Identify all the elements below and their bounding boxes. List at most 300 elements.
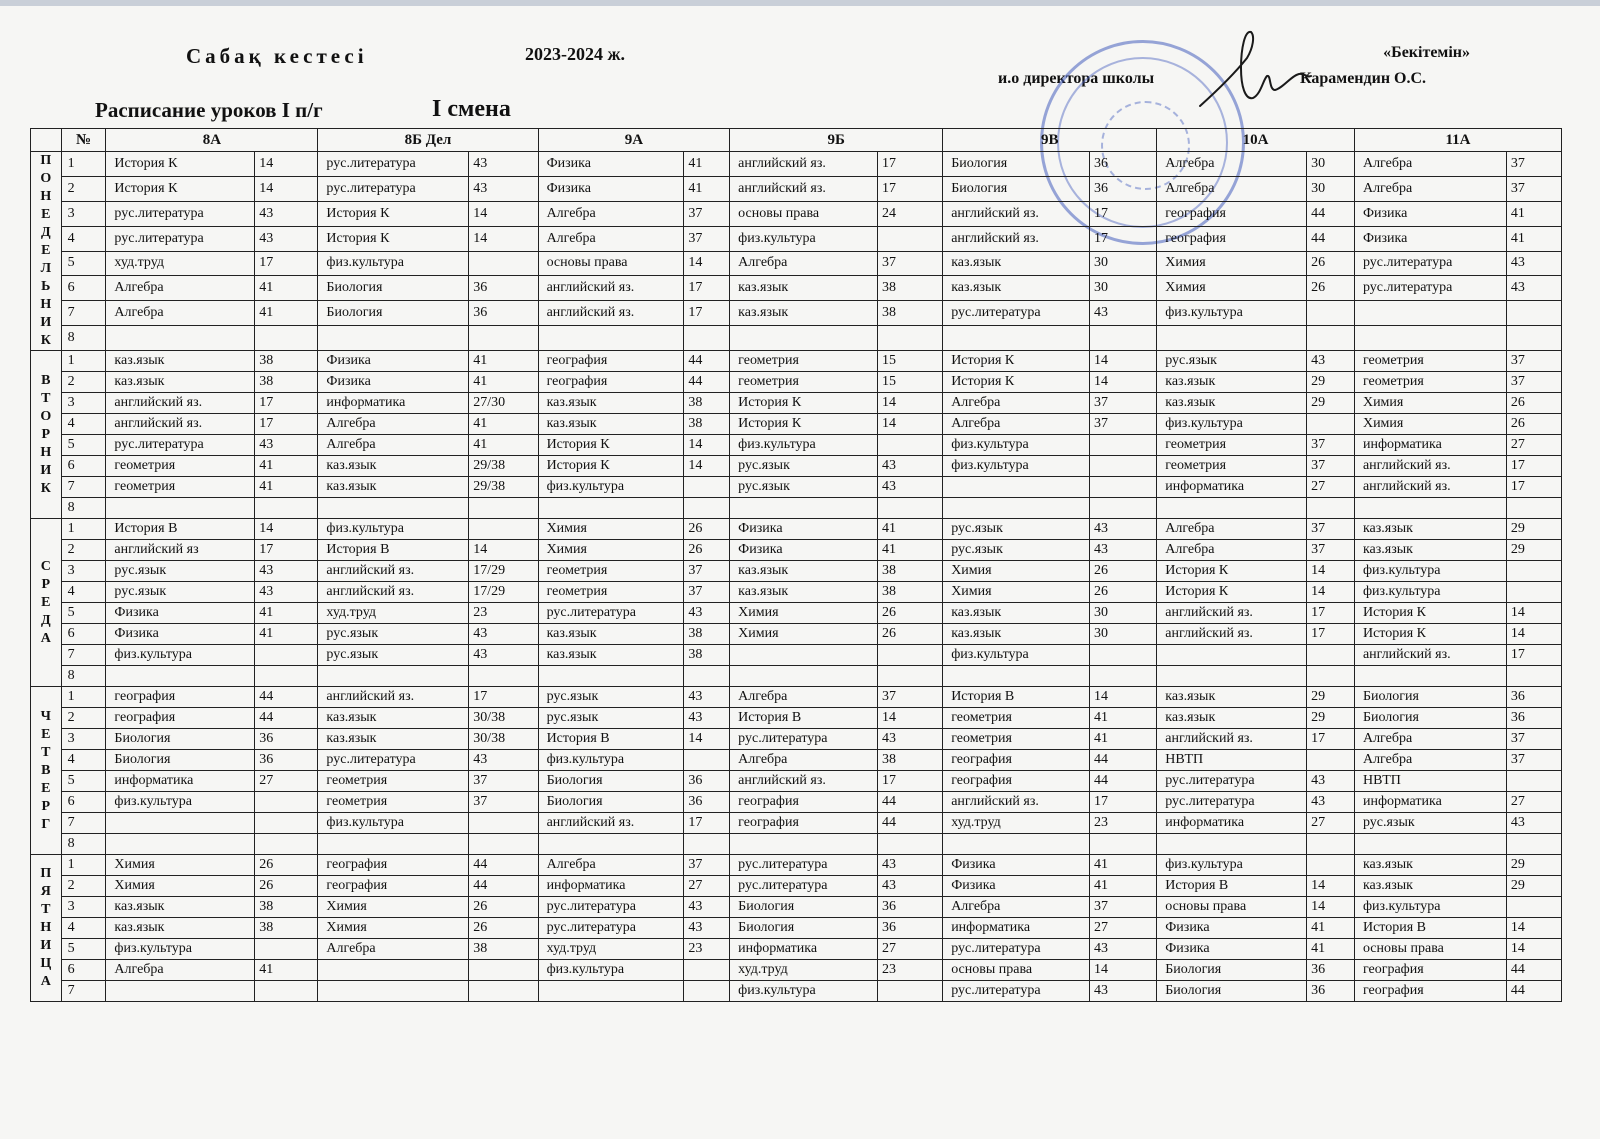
subject-cell: английский яз. — [1354, 477, 1506, 498]
table-row — [31, 876, 1562, 897]
subject-cell: английский яз. — [1157, 624, 1307, 645]
subject-cell: физ.культура — [318, 519, 469, 540]
subject-cell: Алгебра — [1157, 152, 1307, 177]
room-cell: 41 — [255, 624, 318, 645]
subject-cell: рус.литература — [538, 897, 684, 918]
lesson-number: 4 — [61, 582, 106, 603]
room-cell — [1089, 834, 1156, 855]
subject-cell: Биология — [1157, 960, 1307, 981]
room-cell: 26 — [255, 876, 318, 897]
subject-cell: физ.культура — [318, 813, 469, 834]
room-cell: 44 — [684, 351, 730, 372]
subject-cell: английский яз. — [106, 414, 255, 435]
table-row — [31, 477, 1562, 498]
subject-cell — [730, 666, 878, 687]
room-cell: 44 — [877, 813, 942, 834]
room-cell: 43 — [1089, 519, 1156, 540]
subject-cell: информатика — [1354, 435, 1506, 456]
subject-cell: Биология — [538, 771, 684, 792]
room-cell: 14 — [469, 201, 538, 226]
room-cell: 17 — [877, 771, 942, 792]
room-cell: 43 — [1506, 813, 1561, 834]
subject-cell: Алгебра — [1157, 540, 1307, 561]
room-cell: 43 — [469, 152, 538, 177]
subject-cell: История К — [943, 372, 1090, 393]
subject-cell: НВТП — [1354, 771, 1506, 792]
room-cell: 43 — [255, 582, 318, 603]
lesson-number: 7 — [61, 301, 106, 326]
subject-cell: Химия — [538, 540, 684, 561]
room-cell: 14 — [877, 414, 942, 435]
subject-cell: История К — [106, 152, 255, 177]
table-row — [31, 624, 1562, 645]
day-name — [31, 152, 62, 351]
day-name — [31, 351, 62, 519]
room-cell: 43 — [255, 201, 318, 226]
room-cell: 37 — [469, 792, 538, 813]
subject-cell: физ.культура — [106, 645, 255, 666]
class-header: 9Б — [730, 129, 943, 152]
room-cell: 14 — [255, 152, 318, 177]
subject-cell: История К — [1157, 561, 1307, 582]
subject-cell — [1157, 666, 1307, 687]
table-row — [31, 251, 1562, 276]
title-kazakh: Сабақ кестесі — [186, 44, 368, 68]
table-row — [31, 226, 1562, 251]
room-cell: 38 — [255, 918, 318, 939]
subject-cell — [943, 666, 1090, 687]
room-cell: 30/38 — [469, 729, 538, 750]
room-cell — [1307, 498, 1355, 519]
room-cell: 29 — [1506, 519, 1561, 540]
subject-cell: физ.культура — [1157, 414, 1307, 435]
room-cell — [877, 981, 942, 1002]
subject-cell: английский яз. — [318, 561, 469, 582]
subject-cell: география — [538, 351, 684, 372]
subject-cell: История К — [538, 456, 684, 477]
subject-cell — [538, 326, 684, 351]
subject-cell: физ.культура — [943, 435, 1090, 456]
room-cell — [469, 251, 538, 276]
room-cell: 44 — [255, 708, 318, 729]
room-cell: 43 — [684, 603, 730, 624]
director-name: Карамендин О.С. — [1300, 70, 1427, 87]
room-cell: 14 — [1506, 939, 1561, 960]
room-cell: 17 — [877, 176, 942, 201]
subject-cell: география — [1157, 226, 1307, 251]
subject-cell: Алгебра — [106, 276, 255, 301]
day-name — [31, 519, 62, 687]
table-row — [31, 456, 1562, 477]
room-cell — [255, 981, 318, 1002]
room-cell: 17 — [1307, 729, 1355, 750]
subject-cell: Химия — [538, 519, 684, 540]
subject-cell: рус.литература — [1354, 251, 1506, 276]
room-cell: 43 — [469, 624, 538, 645]
subject-cell: Физика — [943, 855, 1090, 876]
subject-cell: физ.культура — [1157, 855, 1307, 876]
subject-cell: Алгебра — [1354, 176, 1506, 201]
subject-cell: Биология — [943, 176, 1090, 201]
subject-cell: рус.литература — [318, 750, 469, 771]
room-cell: 26 — [469, 918, 538, 939]
table-row — [31, 918, 1562, 939]
subject-cell: Химия — [1354, 393, 1506, 414]
room-cell — [877, 326, 942, 351]
room-cell — [877, 435, 942, 456]
subject-cell: английский яз. — [538, 301, 684, 326]
room-cell: 17 — [255, 414, 318, 435]
room-cell: 14 — [684, 251, 730, 276]
subject-cell: Алгебра — [1354, 729, 1506, 750]
subject-cell: геометрия — [318, 771, 469, 792]
room-cell: 41 — [877, 519, 942, 540]
room-cell: 37 — [1506, 351, 1561, 372]
room-cell: 36 — [1506, 708, 1561, 729]
subject-cell: физ.культура — [943, 645, 1090, 666]
subject-cell: каз.язык — [943, 624, 1090, 645]
room-cell: 38 — [255, 372, 318, 393]
class-header: 8Б Дел — [318, 129, 538, 152]
room-cell — [1089, 326, 1156, 351]
lesson-number: 7 — [61, 645, 106, 666]
subject-cell: Химия — [943, 561, 1090, 582]
room-cell — [877, 645, 942, 666]
subject-cell: геометрия — [106, 456, 255, 477]
subject-cell: НВТП — [1157, 750, 1307, 771]
room-cell: 14 — [1307, 897, 1355, 918]
room-cell: 41 — [1089, 876, 1156, 897]
subject-cell: информатика — [318, 393, 469, 414]
room-cell: 14 — [255, 519, 318, 540]
subject-cell — [106, 834, 255, 855]
room-cell: 41 — [255, 456, 318, 477]
table-row — [31, 729, 1562, 750]
day-name — [31, 855, 62, 1002]
subject-cell: История В — [318, 540, 469, 561]
subject-cell: Алгебра — [943, 897, 1090, 918]
subject-cell: английский яз. — [318, 687, 469, 708]
subject-cell: Химия — [106, 855, 255, 876]
room-cell: 27/30 — [469, 393, 538, 414]
subject-cell: Физика — [106, 603, 255, 624]
table-row — [31, 498, 1562, 519]
room-cell: 14 — [1506, 918, 1561, 939]
subject-cell: геометрия — [318, 792, 469, 813]
subject-cell: История К — [538, 435, 684, 456]
room-cell: 30 — [1089, 251, 1156, 276]
room-cell: 43 — [1089, 939, 1156, 960]
room-cell — [877, 226, 942, 251]
room-cell: 14 — [255, 176, 318, 201]
subject-cell: Алгебра — [1157, 519, 1307, 540]
room-cell — [255, 813, 318, 834]
approval-label: «Бекітемін» — [1383, 44, 1470, 61]
table-row — [31, 666, 1562, 687]
subject-cell: физ.культура — [1157, 301, 1307, 326]
room-cell — [1506, 771, 1561, 792]
room-cell: 43 — [255, 226, 318, 251]
subject-cell: каз.язык — [1354, 876, 1506, 897]
room-cell: 17 — [469, 687, 538, 708]
subject-cell: физ.культура — [730, 435, 878, 456]
room-cell: 17 — [1307, 624, 1355, 645]
room-cell: 41 — [1307, 939, 1355, 960]
room-cell: 44 — [684, 372, 730, 393]
room-cell: 27 — [877, 939, 942, 960]
room-cell: 43 — [684, 687, 730, 708]
lesson-number: 4 — [61, 226, 106, 251]
room-cell — [469, 498, 538, 519]
subject-cell: основы права — [730, 201, 878, 226]
table-row — [31, 435, 1562, 456]
room-cell: 27 — [1307, 813, 1355, 834]
lesson-number: 6 — [61, 456, 106, 477]
subject-cell: рус.литература — [318, 152, 469, 177]
subject-cell: английский яз. — [943, 226, 1090, 251]
room-cell: 36 — [1089, 176, 1156, 201]
room-cell: 37 — [1307, 456, 1355, 477]
room-cell: 41 — [255, 301, 318, 326]
subject-cell: Физика — [106, 624, 255, 645]
subject-cell — [1157, 498, 1307, 519]
subject-cell: Алгебра — [730, 750, 878, 771]
subject-cell: Алгебра — [1157, 176, 1307, 201]
room-cell: 38 — [255, 897, 318, 918]
room-cell: 29 — [1506, 540, 1561, 561]
room-cell — [255, 326, 318, 351]
subject-cell: рус.литература — [730, 876, 878, 897]
subject-cell: физ.культура — [106, 939, 255, 960]
subject-cell: физ.культура — [538, 750, 684, 771]
room-cell: 29 — [1307, 372, 1355, 393]
room-cell: 23 — [877, 960, 942, 981]
room-cell: 29/38 — [469, 456, 538, 477]
subject-cell: Биология — [1157, 981, 1307, 1002]
room-cell: 43 — [877, 855, 942, 876]
subject-cell: рус.язык — [318, 624, 469, 645]
subject-cell: Алгебра — [538, 855, 684, 876]
room-cell: 17 — [255, 540, 318, 561]
subject-cell: физ.культура — [1354, 897, 1506, 918]
subject-cell — [318, 960, 469, 981]
lesson-number: 3 — [61, 561, 106, 582]
subject-cell: Алгебра — [106, 960, 255, 981]
table-row — [31, 561, 1562, 582]
room-cell: 41 — [255, 603, 318, 624]
room-cell: 24 — [877, 201, 942, 226]
lesson-number: 6 — [61, 276, 106, 301]
room-cell — [1506, 561, 1561, 582]
subject-cell: Физика — [730, 519, 878, 540]
day-name-text: ПЯТНИЦА — [40, 866, 52, 989]
room-cell: 41 — [255, 477, 318, 498]
room-cell: 36 — [1307, 960, 1355, 981]
room-cell — [1506, 582, 1561, 603]
lesson-number: 8 — [61, 666, 106, 687]
room-cell: 37 — [684, 561, 730, 582]
lesson-number: 8 — [61, 498, 106, 519]
schedule-table — [30, 128, 1562, 1002]
room-cell: 26 — [1089, 561, 1156, 582]
room-cell: 17 — [1089, 226, 1156, 251]
subject-cell: каз.язык — [1157, 393, 1307, 414]
room-cell: 14 — [684, 729, 730, 750]
subject-cell: Химия — [943, 582, 1090, 603]
subject-cell: физ.культура — [943, 456, 1090, 477]
subject-cell: рус.литература — [730, 855, 878, 876]
subject-cell: английский яз. — [730, 152, 878, 177]
room-cell — [1506, 326, 1561, 351]
subject-cell: Химия — [318, 918, 469, 939]
day-name-text: ЧЕТВЕРГ — [40, 708, 51, 832]
subject-cell: Физика — [538, 176, 684, 201]
room-cell: 37 — [1089, 414, 1156, 435]
subject-cell: основы права — [538, 251, 684, 276]
table-row — [31, 750, 1562, 771]
subject-cell: История В — [106, 519, 255, 540]
subject-cell: география — [318, 876, 469, 897]
subject-cell — [730, 645, 878, 666]
room-cell: 38 — [877, 582, 942, 603]
subject-cell: Физика — [730, 540, 878, 561]
subject-cell: Физика — [1157, 939, 1307, 960]
subject-cell: Алгебра — [943, 393, 1090, 414]
subject-cell: рус.язык — [730, 477, 878, 498]
room-cell: 37 — [877, 251, 942, 276]
table-row — [31, 393, 1562, 414]
room-cell: 17/29 — [469, 582, 538, 603]
room-cell: 37 — [1506, 750, 1561, 771]
top-border-strip — [0, 0, 1600, 6]
subject-cell: Химия — [730, 624, 878, 645]
subject-cell: рус.литература — [106, 435, 255, 456]
subject-cell: рус.литература — [1157, 771, 1307, 792]
table-row — [31, 939, 1562, 960]
subject-cell: Химия — [1157, 276, 1307, 301]
subject-cell: Биология — [106, 750, 255, 771]
subject-cell: каз.язык — [538, 624, 684, 645]
room-cell: 23 — [1089, 813, 1156, 834]
table-row — [31, 960, 1562, 981]
subject-cell: информатика — [1354, 792, 1506, 813]
table-row — [31, 855, 1562, 876]
room-cell — [877, 666, 942, 687]
subject-cell: геометрия — [943, 708, 1090, 729]
room-cell: 29 — [1506, 855, 1561, 876]
subject-cell: геометрия — [730, 351, 878, 372]
room-cell — [1307, 855, 1355, 876]
room-cell — [1089, 477, 1156, 498]
room-cell: 44 — [255, 687, 318, 708]
subject-cell: каз.язык — [730, 582, 878, 603]
lesson-number: 6 — [61, 960, 106, 981]
room-cell: 36 — [684, 792, 730, 813]
subject-cell — [1157, 326, 1307, 351]
room-cell: 17 — [1506, 477, 1561, 498]
subject-cell — [1157, 645, 1307, 666]
subject-cell — [1354, 834, 1506, 855]
lesson-number: 8 — [61, 326, 106, 351]
room-cell: 26 — [1307, 251, 1355, 276]
subject-cell: информатика — [730, 939, 878, 960]
room-cell: 36 — [1307, 981, 1355, 1002]
room-cell — [255, 834, 318, 855]
subject-cell: география — [730, 813, 878, 834]
subject-cell: рус.язык — [106, 561, 255, 582]
subject-cell: каз.язык — [1354, 855, 1506, 876]
room-cell: 41 — [877, 540, 942, 561]
lesson-number: 5 — [61, 771, 106, 792]
room-cell: 41 — [1089, 729, 1156, 750]
room-cell — [684, 960, 730, 981]
room-cell — [684, 326, 730, 351]
room-cell: 38 — [684, 645, 730, 666]
subject-cell: Алгебра — [318, 939, 469, 960]
room-cell: 37 — [1089, 897, 1156, 918]
room-cell: 44 — [1307, 226, 1355, 251]
lesson-number: 1 — [61, 519, 106, 540]
subject-cell: рус.литература — [106, 201, 255, 226]
subject-cell: каз.язык — [538, 645, 684, 666]
room-cell: 14 — [1089, 372, 1156, 393]
lesson-number: 3 — [61, 201, 106, 226]
room-cell — [469, 813, 538, 834]
room-cell: 30 — [1089, 603, 1156, 624]
subject-cell: История В — [943, 687, 1090, 708]
subject-cell: рус.литература — [1157, 792, 1307, 813]
room-cell: 14 — [1506, 603, 1561, 624]
room-cell: 43 — [469, 176, 538, 201]
room-cell — [684, 498, 730, 519]
room-cell: 37 — [1089, 393, 1156, 414]
subject-cell — [538, 666, 684, 687]
room-cell: 14 — [684, 456, 730, 477]
room-cell: 14 — [1089, 960, 1156, 981]
subject-cell: История В — [1354, 918, 1506, 939]
room-cell: 14 — [469, 226, 538, 251]
room-cell — [1307, 414, 1355, 435]
table-row — [31, 372, 1562, 393]
room-cell: 41 — [469, 435, 538, 456]
subject-cell: каз.язык — [106, 351, 255, 372]
subject-cell: Алгебра — [1354, 152, 1506, 177]
subject-cell — [318, 326, 469, 351]
room-cell: 41 — [1307, 918, 1355, 939]
class-header: 11А — [1354, 129, 1561, 152]
room-cell: 36 — [469, 276, 538, 301]
room-cell: 15 — [877, 351, 942, 372]
subject-cell: Биология — [943, 152, 1090, 177]
room-cell: 38 — [877, 561, 942, 582]
room-cell: 41 — [255, 960, 318, 981]
subject-cell: История В — [1157, 876, 1307, 897]
subject-cell: информатика — [943, 918, 1090, 939]
lesson-number: 2 — [61, 176, 106, 201]
subject-cell: Биология — [1354, 708, 1506, 729]
table-row — [31, 981, 1562, 1002]
subject-cell: Биология — [730, 918, 878, 939]
subject-cell: Алгебра — [730, 251, 878, 276]
lesson-number: 5 — [61, 435, 106, 456]
room-cell — [684, 834, 730, 855]
subject-cell — [538, 498, 684, 519]
subject-cell — [730, 326, 878, 351]
room-cell: 37 — [877, 687, 942, 708]
room-cell — [1089, 666, 1156, 687]
subject-cell: Алгебра — [538, 201, 684, 226]
subject-cell: физ.культура — [730, 981, 878, 1002]
